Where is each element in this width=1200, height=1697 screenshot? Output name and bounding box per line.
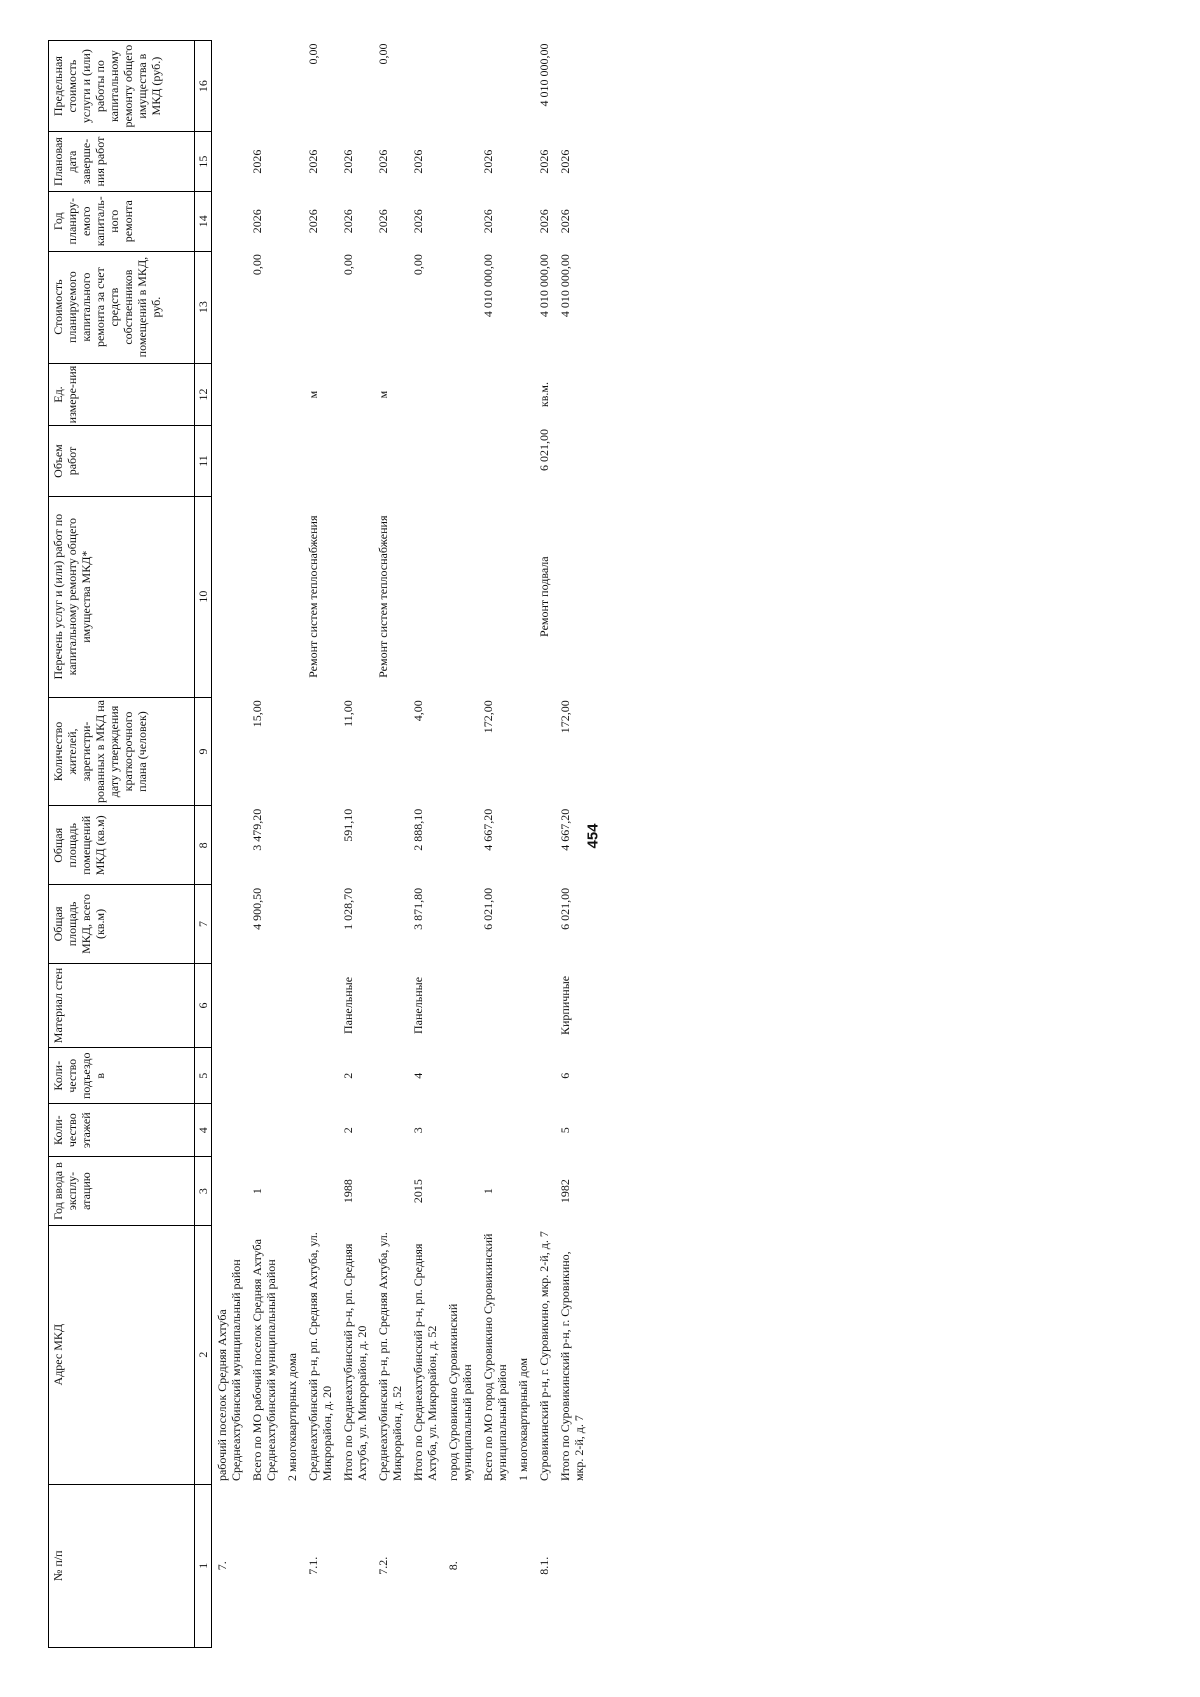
table-cell: 2026 [411, 209, 425, 234]
table-cell [513, 1157, 534, 1225]
table-cell [303, 251, 338, 363]
header-cell: № п/п [49, 1484, 195, 1647]
table-row [534, 41, 555, 1648]
table-cell [282, 132, 303, 192]
table-row [443, 41, 478, 1648]
address-cell: Итого по Среднеахтубинский р-н, рп. Средняя Ахтуба, ул. Микрорайон, д. 20 [341, 1243, 369, 1482]
table-cell [555, 496, 590, 697]
header-cell: Стоимость планируемого капитального ремонта за счет средств собственников помещений в МКД, руб. [49, 251, 195, 363]
table-cell [338, 426, 373, 496]
table-cell: 2 [341, 1127, 355, 1134]
table-cell [303, 1104, 338, 1157]
table-cell: 2026 [341, 209, 355, 234]
table-cell [247, 363, 282, 426]
header-cell: Общая площадь помещений МКД (кв.м) [49, 806, 195, 885]
table-cell [212, 1048, 248, 1104]
table-cell: 4 010 000,00 [537, 254, 551, 318]
table-cell [303, 885, 338, 963]
table-cell [282, 697, 303, 806]
table-cell: 15,00 [250, 700, 264, 728]
table-cell: 2015 [411, 1179, 425, 1204]
table-cell [373, 697, 408, 806]
table-cell [247, 41, 282, 132]
table-cell: Панельные [411, 976, 425, 1034]
table-cell [513, 132, 534, 192]
table-cell [282, 963, 303, 1048]
table-cell: 0,00 [306, 43, 320, 65]
table-cell [373, 1104, 408, 1157]
address-cell: Всего по МО рабочий поселок Средняя Ахтуба Среднеахтубинский муниципальный район [250, 1239, 278, 1482]
table-cell [443, 1048, 478, 1104]
table-cell [373, 885, 408, 963]
table-cell [513, 496, 534, 697]
table-cell [212, 1104, 248, 1157]
column-number: 2 [195, 1225, 212, 1484]
row-number-cell [408, 1484, 443, 1647]
table-cell: Кирпичные [558, 975, 572, 1036]
table-cell: Ремонт подвала [537, 556, 551, 637]
table-cell [408, 363, 443, 426]
table-cell [443, 1104, 478, 1157]
table-cell [478, 41, 513, 132]
table-cell [478, 496, 513, 697]
column-number: 5 [195, 1048, 212, 1104]
table-cell [513, 885, 534, 963]
table-cell [443, 496, 478, 697]
header-cell: Общая площадь МКД, всего (кв.м) [49, 885, 195, 963]
table-cell [338, 363, 373, 426]
table-cell [443, 963, 478, 1048]
table-cell [534, 1104, 555, 1157]
table-cell: 2 888,10 [411, 808, 425, 851]
row-number-cell: 8.1. [537, 1556, 551, 1575]
column-number: 9 [195, 697, 212, 806]
header-cell: Коли-чество этажей [49, 1104, 195, 1157]
address-cell: Среднеахтубинский р-н, рп. Средняя Ахтуба, ул. Микрорайон, д. 52 [376, 1232, 404, 1482]
table-cell [513, 1048, 534, 1104]
table-cell: 0,00 [411, 254, 425, 276]
table-cell [212, 251, 248, 363]
table-cell [212, 885, 248, 963]
table-row [408, 41, 443, 1648]
address-cell: Итого по Среднеахтубинский р-н, рп. Средняя Ахтуба, ул. Микрорайон, д. 52 [411, 1243, 439, 1482]
table-cell [303, 1048, 338, 1104]
table-cell: 4 [411, 1072, 425, 1079]
table-cell: 1988 [341, 1179, 355, 1204]
table-cell: 591,10 [341, 808, 355, 842]
address-cell: Среднеахтубинский р-н, рп. Средняя Ахтуба, ул. Микрорайон, д. 20 [306, 1232, 334, 1482]
header-cell: Материал стен [49, 963, 195, 1048]
table-cell [303, 426, 338, 496]
table-cell: 6 021,00 [537, 428, 551, 471]
table-cell [282, 496, 303, 697]
table-cell [443, 251, 478, 363]
table-cell [408, 496, 443, 697]
table-cell [534, 1048, 555, 1104]
address-cell: город Суровикино Суровикинский муниципальный район [446, 1303, 474, 1482]
table-cell [247, 1104, 282, 1157]
table-cell [513, 251, 534, 363]
table-cell: 172,00 [558, 700, 572, 734]
table-row [478, 41, 513, 1648]
table-cell [247, 1048, 282, 1104]
table-cell [443, 363, 478, 426]
row-number-cell [513, 1484, 534, 1647]
header-cell: Ед. измере-ния [49, 363, 195, 426]
table-cell: 2026 [558, 209, 572, 234]
table-cell [247, 426, 282, 496]
table-cell [373, 251, 408, 363]
table-cell [212, 496, 248, 697]
table-cell: 2026 [341, 149, 355, 174]
table-cell [212, 1157, 248, 1225]
table-cell [212, 806, 248, 885]
table-cell [555, 41, 590, 132]
table-cell [443, 885, 478, 963]
table-cell [247, 496, 282, 697]
column-number: 12 [195, 363, 212, 426]
table-cell [443, 426, 478, 496]
table-cell: 1 [250, 1188, 264, 1195]
table-cell: 2 [341, 1072, 355, 1079]
table-cell [247, 963, 282, 1048]
table-row [303, 41, 338, 1648]
table-cell [212, 363, 248, 426]
row-number-cell [247, 1484, 282, 1647]
header-cell: Коли-чество подъездо в [49, 1048, 195, 1104]
row-number-cell: 8. [446, 1561, 460, 1571]
table-cell [443, 132, 478, 192]
column-number: 14 [195, 191, 212, 251]
table-cell [555, 426, 590, 496]
address-cell: Суровикинский р-н, г. Суровикино, мкр. 2-й, д. 7 [537, 1231, 551, 1482]
table-cell: 0,00 [376, 43, 390, 65]
table-cell [478, 1048, 513, 1104]
table-cell [408, 426, 443, 496]
table-cell: 1982 [558, 1179, 572, 1204]
table-cell: 2026 [537, 209, 551, 234]
table-row [338, 41, 373, 1648]
table-cell [282, 426, 303, 496]
table-cell [303, 963, 338, 1048]
table-cell: 4 900,50 [250, 887, 264, 930]
table-cell [373, 806, 408, 885]
table-cell: 2026 [376, 209, 390, 234]
table-cell [212, 191, 248, 251]
row-number-cell [555, 1484, 590, 1647]
header-cell: Плановая дата заверше-ния работ [49, 132, 195, 192]
column-number-row [195, 41, 212, 1648]
table-body [212, 41, 591, 1648]
table-cell [534, 697, 555, 806]
table-cell [443, 806, 478, 885]
table-cell: 3 871,80 [411, 887, 425, 930]
header-cell: Год ввода в эксплу-атацию [49, 1157, 195, 1225]
table-cell: 4 010 000,00 [558, 254, 572, 318]
row-number-cell [478, 1484, 513, 1647]
table-cell [513, 1104, 534, 1157]
table-cell [408, 41, 443, 132]
table-cell [513, 697, 534, 806]
table-cell: 1 028,70 [341, 887, 355, 930]
table-cell [534, 806, 555, 885]
header-cell: Адрес МКД [49, 1225, 195, 1484]
table-cell [338, 41, 373, 132]
table-row [373, 41, 408, 1648]
table-cell [478, 1104, 513, 1157]
table-cell [282, 806, 303, 885]
row-number-cell [338, 1484, 373, 1647]
row-number-cell [282, 1484, 303, 1647]
table-cell [443, 1157, 478, 1225]
table-cell: м [376, 390, 390, 399]
table-cell [282, 1157, 303, 1225]
table-cell [555, 363, 590, 426]
table-cell: 6 021,00 [481, 887, 495, 930]
table-cell [282, 1104, 303, 1157]
table-row [282, 41, 303, 1648]
table-cell: 6 [558, 1072, 572, 1079]
table-cell [534, 963, 555, 1048]
column-number: 16 [195, 41, 212, 132]
table-cell [513, 963, 534, 1048]
table-cell: 3 [411, 1127, 425, 1134]
header-row [49, 41, 195, 1648]
table-cell [373, 426, 408, 496]
address-cell: Итого по Суровикинский р-н, г. Суровикино, мкр. 2-й, д. 7 [558, 1251, 586, 1482]
table-cell: Панельные [341, 976, 355, 1034]
table-cell: 2026 [306, 209, 320, 234]
row-number-cell: 7.1. [306, 1556, 320, 1575]
header-cell: Перечень услуг и (или) работ по капитальному ремонту общего имущества МКД* [49, 496, 195, 697]
header-cell: Объем работ [49, 426, 195, 496]
table-cell: 4,00 [411, 700, 425, 722]
table-cell [513, 41, 534, 132]
table-cell [338, 496, 373, 697]
table-row [555, 41, 590, 1648]
table-cell [513, 426, 534, 496]
table-cell: 172,00 [481, 700, 495, 734]
header-cell: Количество жителей, зарегистри-рованных в МКД на дату утверждения краткосрочного плана (человек) [49, 697, 195, 806]
capital-repair-table [48, 40, 590, 1648]
table-cell [282, 251, 303, 363]
table-cell [534, 885, 555, 963]
column-number: 15 [195, 132, 212, 192]
table-cell [282, 1048, 303, 1104]
table-cell: 2026 [411, 149, 425, 174]
table-cell [303, 697, 338, 806]
table-cell: 2026 [481, 149, 495, 174]
table-cell [373, 1157, 408, 1225]
table-cell [478, 363, 513, 426]
table-row [513, 41, 534, 1648]
table-cell [534, 1157, 555, 1225]
table-cell: 4 010 000,00 [481, 254, 495, 318]
table-cell: 2026 [306, 149, 320, 174]
table-cell: 2026 [558, 149, 572, 174]
address-cell: 1 многоквартирный дом [516, 1357, 530, 1482]
table-cell: 4 010 000,00 [537, 43, 551, 107]
address-cell: Всего по МО город Суровикино Суровикинский муниципальный район [481, 1233, 509, 1482]
column-number: 3 [195, 1157, 212, 1225]
table-cell [513, 806, 534, 885]
table-cell [513, 363, 534, 426]
table-cell: 2026 [537, 149, 551, 174]
table-cell [212, 963, 248, 1048]
table-cell: 0,00 [341, 254, 355, 276]
row-number-cell: 7. [215, 1561, 229, 1571]
table-cell: м [306, 390, 320, 399]
table-cell: 3 479,20 [250, 808, 264, 851]
table-cell [282, 41, 303, 132]
page-number: 454 [584, 823, 602, 849]
table-cell [513, 191, 534, 251]
table-cell: 5 [558, 1127, 572, 1134]
column-number: 4 [195, 1104, 212, 1157]
table-cell: 6 021,00 [558, 887, 572, 930]
table-cell [373, 1048, 408, 1104]
address-cell: 2 многоквартирных дома [285, 1353, 299, 1482]
header-cell: Предельная стоимость услуги и (или) работы по капитальному ремонту общего имущества в МКД (руб.) [49, 41, 195, 132]
table-cell [212, 426, 248, 496]
column-number: 11 [195, 426, 212, 496]
table-cell: Ремонт систем теплоснабжения [306, 515, 320, 678]
column-number: 8 [195, 806, 212, 885]
table-cell: 2026 [250, 209, 264, 234]
table-cell [212, 41, 248, 132]
table-cell [443, 697, 478, 806]
row-number-cell: 7.2. [376, 1556, 390, 1575]
table-cell [303, 806, 338, 885]
table-row [247, 41, 282, 1648]
column-number: 6 [195, 963, 212, 1048]
table-cell [478, 963, 513, 1048]
table-cell: 2026 [376, 149, 390, 174]
table-row [212, 41, 248, 1648]
table-cell: кв.м. [537, 382, 551, 408]
table-cell: 2026 [250, 149, 264, 174]
column-number: 7 [195, 885, 212, 963]
table-cell: 11,00 [341, 700, 355, 727]
column-number: 13 [195, 251, 212, 363]
table-cell [282, 191, 303, 251]
table-cell: 2026 [481, 209, 495, 234]
table-cell [303, 1157, 338, 1225]
address-cell: рабочий поселок Средняя Ахтуба Среднеахтубинский муниципальный район [215, 1259, 243, 1482]
table-cell [478, 426, 513, 496]
table-cell: 4 667,20 [558, 808, 572, 851]
table-cell [443, 191, 478, 251]
header-cell: Год планиру-емого капиталь-ного ремонта [49, 191, 195, 251]
column-number: 1 [195, 1484, 212, 1647]
table-cell [443, 41, 478, 132]
table-cell: 4 667,20 [481, 808, 495, 851]
table-cell: Ремонт систем теплоснабжения [376, 515, 390, 678]
table-cell [373, 963, 408, 1048]
table-cell [212, 697, 248, 806]
table-cell: 1 [481, 1188, 495, 1195]
column-number: 10 [195, 496, 212, 697]
rotated-table-page [48, 40, 608, 1648]
table-cell [282, 885, 303, 963]
table-cell: 0,00 [250, 254, 264, 276]
table-cell [212, 132, 248, 192]
table-cell [282, 363, 303, 426]
